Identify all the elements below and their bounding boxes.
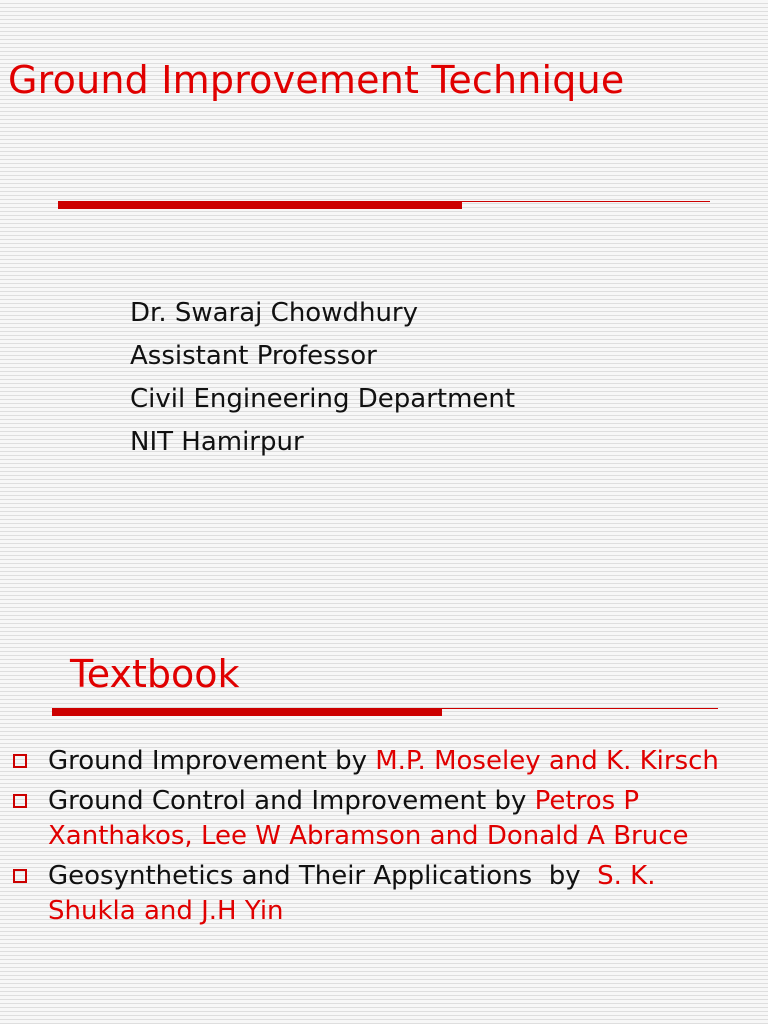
title-divider-thick [58, 201, 462, 209]
textbook-item [0, 784, 768, 854]
hollow-square-bullet-icon [13, 754, 27, 768]
hollow-square-bullet-icon [13, 794, 27, 808]
title-divider-thin [462, 201, 710, 202]
book-by: by [486, 786, 535, 816]
textbook-item [0, 744, 768, 779]
book-authors: M.P. Moseley and K. Kirsch [375, 746, 719, 776]
book-by: by [532, 861, 598, 891]
book-authors: S. K. Shukla and J.H Yin [48, 861, 656, 926]
slide-title: Ground Improvement Technique [8, 58, 625, 102]
author-name: Dr. Swaraj Chowdhury [130, 298, 419, 328]
textbook-divider-thin [442, 708, 718, 709]
textbook-heading: Textbook [70, 652, 240, 696]
book-by: by [326, 746, 376, 776]
book-authors: Petros P Xanthakos, Lee W Abramson and Donald A Bruce [48, 786, 689, 851]
hollow-square-bullet-icon [13, 869, 27, 883]
author-department: Civil Engineering Department [130, 384, 516, 414]
author-block [130, 292, 515, 464]
book-title: Ground Control and Improvement [48, 786, 487, 816]
author-position: Assistant Professor [130, 341, 377, 371]
book-title: Geosynthetics and Their Applications [48, 861, 533, 891]
book-title: Ground Improvement [48, 746, 327, 776]
textbook-item [0, 859, 768, 929]
textbook-divider-thick [52, 708, 442, 716]
textbook-list [0, 744, 768, 934]
author-institute: NIT Hamirpur [130, 427, 304, 457]
